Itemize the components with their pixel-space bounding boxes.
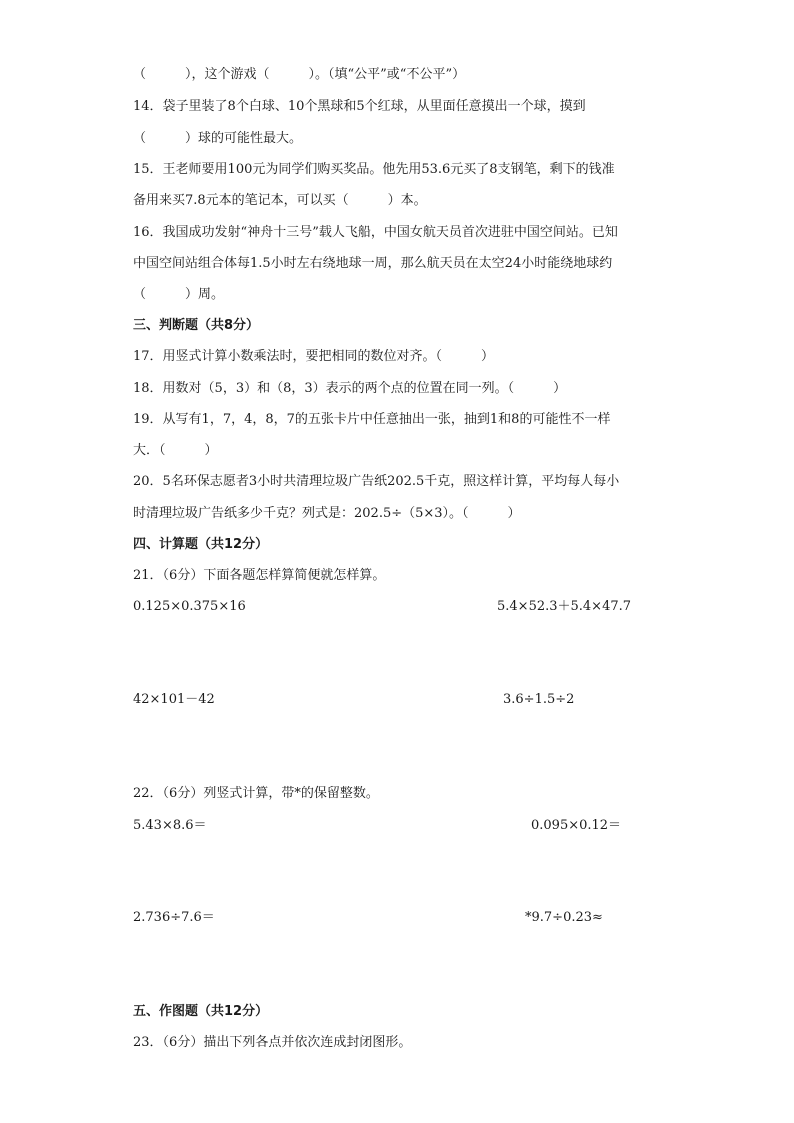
q20-line1: 20．5名环保志愿者3小时共清理垃圾广告纸202.5千克，照这样计算，平均每人每小: [133, 474, 620, 489]
q16-line1: 16．我国成功发射“神舟十三号”载人飞船，中国女航天员首次进驻中国空间站。已知: [133, 225, 618, 240]
q16-line2: 中国空间站组合体每1.5小时左右绕地球一周，那么航天员在太空24小时能绕地球约: [133, 256, 613, 271]
q22-expr-d: *9.7÷0.23≈: [525, 910, 603, 925]
q19-line2: 大．（ ）: [133, 443, 218, 458]
q15-line1: 15．王老师要用100元为同学们购买奖品。他先用53.6元买了8支钢笔，剩下的钱准: [133, 162, 615, 177]
q14-line2: （ ）球的可能性最大。: [133, 131, 303, 146]
q21-expr-b: 5.4×52.3＋5.4×47.7: [497, 599, 632, 614]
q21-prompt: 21．（6分）下面各题怎样算简便就怎样算。: [133, 568, 386, 583]
q22-expr-b: 0.095×0.12＝: [531, 818, 622, 833]
q23-prompt: 23．（6分）描出下列各点并依次连成封闭图形。: [133, 1035, 412, 1050]
section-calculation-heading: 四、计算题（共12分）: [133, 537, 269, 552]
q21-expr-a: 0.125×0.375×16: [133, 599, 246, 614]
q16-line3: （ ）周。: [133, 287, 225, 302]
q21-expr-d: 3.6÷1.5÷2: [503, 692, 575, 707]
q17: 17．用竖式计算小数乘法时，要把相同的数位对齐。（ ）: [133, 349, 495, 364]
q18: 18．用数对（5，3）和（8，3）表示的两个点的位置在同一列。（ ）: [133, 381, 567, 396]
q22-expr-c: 2.736÷7.6＝: [133, 910, 215, 925]
q22-expr-a: 5.43×8.6＝: [133, 818, 207, 833]
q21-expr-c: 42×101－42: [133, 692, 215, 707]
q15-line2: 备用来买7.8元本的笔记本，可以买（ ）本。: [133, 193, 427, 208]
q14-line1: 14．袋子里装了8个白球、10个黑球和5个红球，从里面任意摸出一个球，摸到: [133, 99, 586, 114]
q19-line1: 19．从写有1，7，4，8，7的五张卡片中任意抽出一张，抽到1和8的可能性不一样: [133, 412, 611, 427]
q20-line2: 时清理垃圾广告纸多少千克？列式是：202.5÷（5×3）。（ ）: [133, 506, 521, 521]
section-judgment-heading: 三、判断题（共8分）: [133, 318, 260, 333]
section-drawing-heading: 五、作图题（共12分）: [133, 1004, 269, 1019]
q13-continuation: （ ），这个游戏（ ）。（填“公平”或“不公平”）: [133, 67, 466, 82]
q22-prompt: 22．（6分）列竖式计算，带*的保留整数。: [133, 786, 379, 801]
